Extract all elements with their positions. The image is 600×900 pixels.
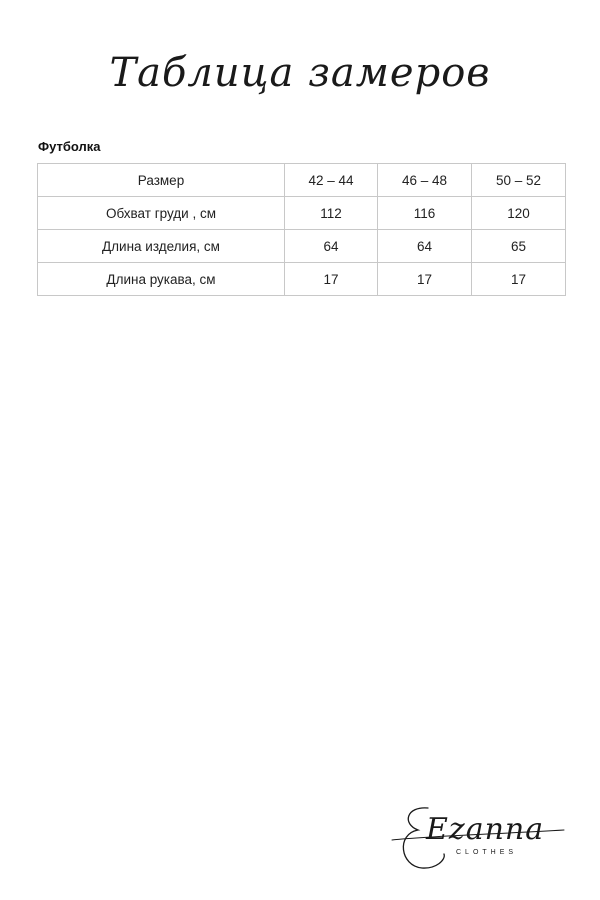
table-cell: 65 [472,230,566,263]
table-cell: 64 [378,230,472,263]
table-cell: 116 [378,197,472,230]
table-header-cell: 42 – 44 [285,164,378,197]
table-cell: 64 [285,230,378,263]
table-header-cell: 46 – 48 [378,164,472,197]
table-row-sleeve [38,263,566,296]
table-cell: Обхват груди , см [38,197,285,230]
table-cell: Длина рукава, см [38,263,285,296]
table-header-cell: 50 – 52 [472,164,566,197]
table-cell: Длина изделия, см [38,230,285,263]
section-label-tshirt: Футболка [38,139,101,154]
table-cell: 17 [285,263,378,296]
logo-tagline: CLOTHES [456,849,518,856]
table-cell: 17 [472,263,566,296]
table-row-chest [38,197,566,230]
table-row-length [38,230,566,263]
table-cell: 17 [378,263,472,296]
logo-wordmark: Ezanna [426,812,545,847]
table-cell: 112 [285,197,378,230]
size-table [37,163,566,296]
table-cell: 120 [472,197,566,230]
brand-logo [388,800,568,880]
page-title: Таблица замеров [109,50,491,96]
table-header-cell: Размер [38,164,285,197]
table-row-size [38,164,566,197]
